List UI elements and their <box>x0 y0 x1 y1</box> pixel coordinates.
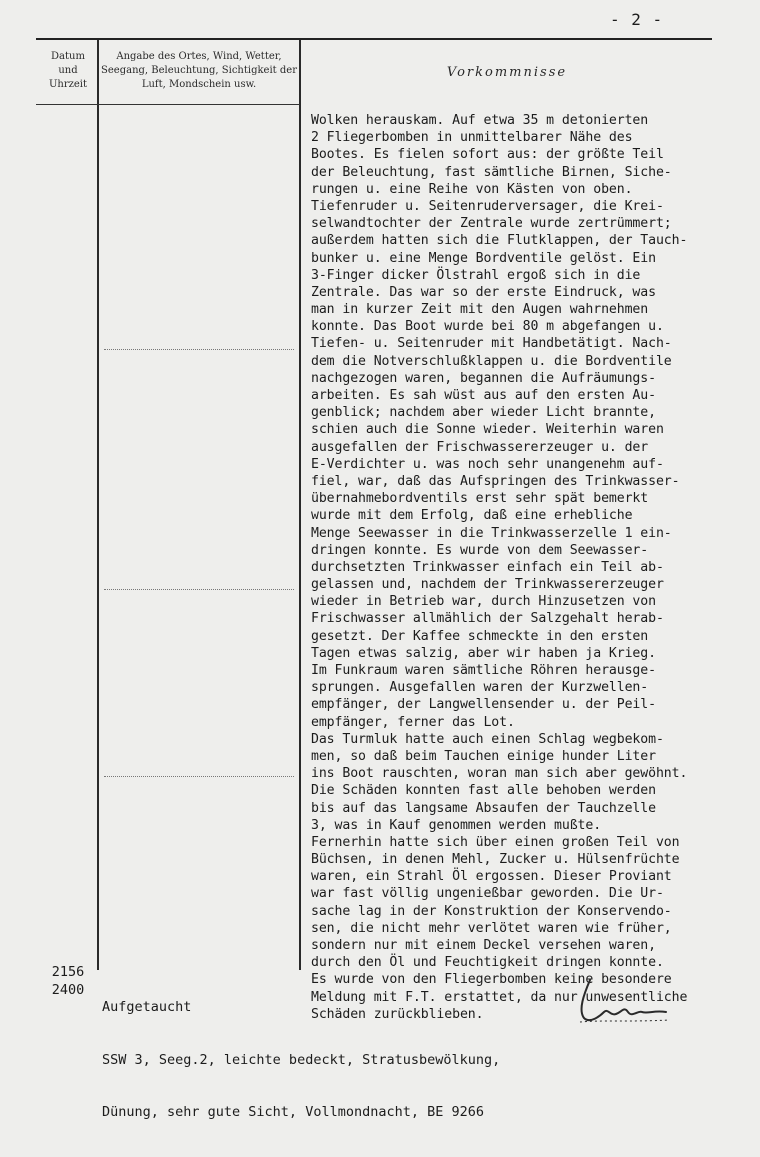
dotted-separator <box>104 589 294 590</box>
text-line: fiel, war, daß das Aufspringen des Trinkwasser- <box>311 473 680 489</box>
text-line: durchsetzten Trinkwasser einfach ein Teil ab- <box>311 559 664 575</box>
text-line: Schäden zurückblieben. <box>311 1006 484 1022</box>
time-entry: 2156 <box>51 964 85 980</box>
weather-line: Dünung, sehr gute Sicht, Vollmondnacht, BE 9266 <box>102 1104 485 1120</box>
text-line: genblick; nachdem aber wieder Licht brannte, <box>311 405 656 421</box>
signature <box>570 972 680 1032</box>
text-line: Bootes. Es fielen sofort aus: der größte Teil <box>311 147 664 163</box>
text-line: dem die Notverschlußklappen u. die Bordventile <box>311 353 672 369</box>
text-line: der Beleuchtung, fast sämtliche Birnen, Siche- <box>311 164 672 180</box>
text-line: Das Turmluk hatte auch einen Schlag wegbekom- <box>311 731 664 747</box>
text-line: 3, was in Kauf genommen werden mußte. <box>311 817 602 833</box>
text-line: wurde mit dem Erfolg, daß eine erhebliche <box>311 508 633 524</box>
dotted-separator <box>104 776 294 777</box>
text-line: wieder in Betrieb war, durch Hinzusetzen von <box>311 594 656 610</box>
header-rule <box>36 104 300 105</box>
text-line: gelassen und, nachdem der Trinkwassererzeuger <box>311 577 664 593</box>
text-line: men, so daß beim Tauchen einige hunder Liter <box>311 748 656 764</box>
header-date-column: Datum und Uhrzeit <box>48 51 88 90</box>
text-line: empfänger, ferner das Lot. <box>311 714 515 730</box>
text-line: schien auch die Sonne wieder. Weiterhin waren <box>311 422 664 438</box>
text-line: Tiefenruder u. Seitenruderversager, die Krei- <box>311 198 664 214</box>
text-line: E-Verdichter u. was noch sehr unangenehm auf- <box>311 456 664 472</box>
text-line: gesetzt. Der Kaffee schmeckte in den ersten <box>311 628 649 644</box>
text-line: Menge Seewasser in die Trinkwasserzelle 1 ein- <box>311 525 672 541</box>
text-line: übernahmebordventils erst sehr spät bemerkt <box>311 491 649 507</box>
text-line: Fernerhin hatte sich über einen großen Teil von <box>311 834 680 850</box>
text-line: Tagen etwas salzig, aber wir haben ja Krieg. <box>311 645 656 661</box>
weather-line: SSW 3, Seeg.2, leichte bedeckt, Stratusbewölkung, <box>102 1051 501 1068</box>
time-column <box>40 964 96 999</box>
text-line: durch den Öl und Feuchtigkeit dringen konnte. <box>311 955 664 971</box>
text-line: bunker u. eine Menge Bordventile gelöst. Ein <box>311 250 656 266</box>
text-line: arbeiten. Es sah wüst aus auf den ersten Au- <box>311 388 656 403</box>
text-line: selwandtochter der Zentrale wurde zertrümmert; <box>311 216 672 232</box>
text-line: empfänger, der Langwellensender u. der Peil- <box>311 697 656 713</box>
text-line: ins Boot rauschten, woran man sich aber gewöhnt. <box>311 766 688 782</box>
top-rule <box>36 38 712 40</box>
text-line: konnte. Das Boot wurde bei 80 m abgefangen u. <box>311 319 664 335</box>
header-place-column: Angabe des Ortes, Wind, Wetter, Seegang, Beleuchtung, Sichtigkeit der Luft, Mondschein usw. <box>101 51 297 90</box>
text-line: sen, die nicht mehr verlötet waren wie früher, <box>311 920 672 936</box>
text-line: 2 Fliegerbomben in unmittelbarer Nähe des <box>311 130 633 146</box>
events-text <box>311 112 760 1023</box>
column-divider-2 <box>299 40 301 970</box>
text-line: sache lag in der Konstruktion der Konservendo- <box>311 903 672 919</box>
text-line: nachgezogen waren, begannen die Aufräumungs- <box>311 370 656 386</box>
time-entry: 2400 <box>51 981 85 998</box>
text-line: sondern nur mit einem Deckel versehen waren, <box>311 938 656 953</box>
column-divider-1 <box>97 40 99 970</box>
text-line: Tiefen- u. Seitenruder mit Handbetätigt. Nach- <box>311 336 672 352</box>
text-line: Frischwasser allmählich der Salzgehalt herab- <box>311 611 664 627</box>
text-line: sprungen. Ausgefallen waren der Kurzwellen- <box>311 680 649 696</box>
text-line: dringen konnte. Es wurde von dem Seewasser- <box>311 542 649 558</box>
text-line: Zentrale. Das war so der erste Eindruck, was <box>311 284 656 300</box>
dotted-separator <box>104 349 294 350</box>
text-line: Es wurde von den Fliegerbomben keine besondere <box>311 972 672 988</box>
text-line: Wolken herauskam. Auf etwa 35 m detonierten <box>311 113 649 128</box>
text-line: Im Funkraum waren sämtliche Röhren herausge- <box>311 663 656 678</box>
text-line: bis auf das langsame Absaufen der Tauchzelle <box>311 800 656 816</box>
text-line: Die Schäden konnten fast alle behoben werden <box>311 783 656 799</box>
text-line: rungen u. eine Reihe von Kästen von oben. <box>311 181 633 197</box>
text-line: man in kurzer Zeit mit den Augen wahrnehmen <box>311 302 649 318</box>
text-line: war fast völlig ungenießbar geworden. Die Ur- <box>311 886 664 902</box>
header-events-column: Vorkommnisse <box>446 65 568 80</box>
page-number: - 2 - <box>610 10 664 29</box>
text-line: waren, ein Strahl Öl ergossen. Dieser Proviant <box>311 869 672 885</box>
text-line: 3-Finger dicker Ölstrahl ergoß sich in die <box>311 267 641 283</box>
weather-line: Aufgetaucht <box>102 999 192 1015</box>
text-line: ausgefallen der Frischwassererzeuger u. der <box>311 439 649 455</box>
text-line: außerdem hatten sich die Flutklappen, der Tauch- <box>311 233 688 249</box>
text-line: Meldung mit F.T. erstattet, da nur unwesentliche <box>311 989 688 1005</box>
text-line: Büchsen, in denen Mehl, Zucker u. Hülsenfrüchte <box>311 852 680 868</box>
